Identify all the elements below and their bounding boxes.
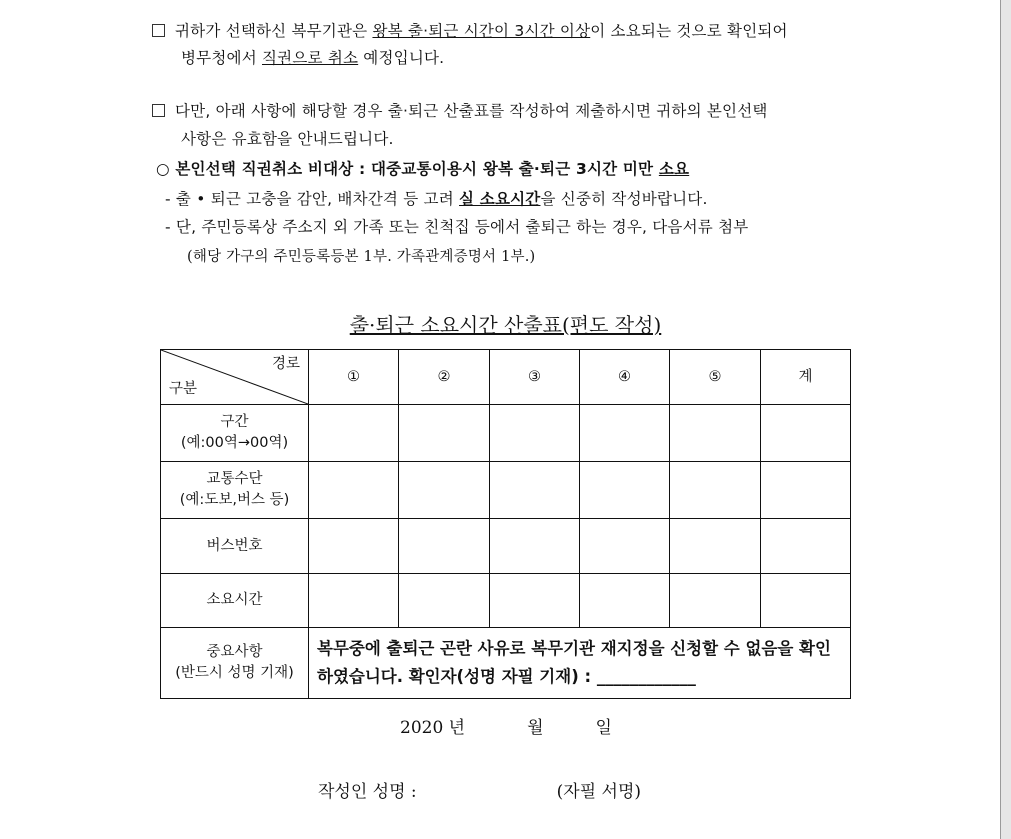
input-cell[interactable]	[761, 574, 851, 628]
day: 일	[595, 718, 612, 738]
text: - 출 • 퇴근 고충을 감안, 배차간격 등 고려	[165, 190, 460, 208]
table-row	[161, 519, 851, 574]
notice-paragraph-2-cont: 사항은 유효함을 안내드립니다.	[181, 130, 394, 148]
input-cell[interactable]	[670, 574, 761, 628]
input-cell[interactable]	[309, 519, 399, 574]
column-header: ⑤	[670, 350, 761, 405]
row-label	[161, 462, 309, 519]
text: 다만, 아래 사항에 해당할 경우 출·퇴근 산출표를 작성하여 제출하시면 귀하의 본인선택	[175, 102, 768, 120]
text: 귀하가 선택하신 복무기관은	[175, 22, 373, 40]
input-cell[interactable]	[309, 574, 399, 628]
text: 이 소요되는 것으로 확인되어	[590, 22, 788, 40]
underlined-text: 직권으로 취소	[262, 49, 359, 67]
notice-paragraph-1-cont	[181, 46, 444, 68]
row-label	[161, 628, 309, 699]
author-name-label: 작성인 성명 :	[318, 782, 417, 802]
notice-paragraph-1	[152, 19, 788, 41]
input-cell[interactable]	[490, 519, 580, 574]
input-cell[interactable]	[399, 405, 490, 462]
row-label: 버스번호	[161, 519, 309, 574]
input-cell[interactable]	[580, 462, 670, 519]
bullet-line	[156, 157, 689, 179]
row-label-sub: (예:도보,버스 등)	[179, 492, 290, 508]
diagonal-header-cell	[161, 350, 309, 405]
important-row	[161, 628, 851, 699]
text: ○ 본인선택 직권취소 비대상 : 대중교통이용시 왕복 출·퇴근 3시간 미만	[156, 160, 659, 178]
column-header: ③	[490, 350, 580, 405]
row-label-sub: (예:00역→00역)	[180, 435, 289, 451]
row-label-sub: (반드시 성명 기재)	[175, 665, 294, 681]
input-cell[interactable]	[399, 574, 490, 628]
input-cell[interactable]	[309, 462, 399, 519]
column-header: ④	[580, 350, 670, 405]
year: 2020 년	[400, 718, 466, 738]
text: 을 신중히 작성바랍니다.	[540, 190, 708, 208]
input-cell[interactable]	[490, 462, 580, 519]
column-header: ①	[309, 350, 399, 405]
input-cell[interactable]	[761, 519, 851, 574]
dash-line-1	[165, 187, 708, 209]
input-cell[interactable]	[670, 519, 761, 574]
signature-line	[318, 777, 641, 802]
row-label	[161, 405, 309, 462]
underlined-text: 소요	[658, 160, 690, 178]
input-cell[interactable]	[761, 462, 851, 519]
table-row	[161, 574, 851, 628]
input-cell[interactable]	[490, 405, 580, 462]
text: 예정입니다.	[358, 49, 445, 67]
signature-note: (자필 서명)	[556, 782, 642, 802]
input-cell[interactable]	[399, 462, 490, 519]
dash-line-3: (해당 가구의 주민등록등본 1부. 가족관계증명서 1부.)	[187, 249, 536, 265]
dash-line-2: - 단, 주민등록상 주소지 외 가족 또는 친척집 등에서 출퇴근 하는 경우, 다음서류 첨부	[165, 218, 749, 236]
input-cell[interactable]	[580, 574, 670, 628]
table-row	[161, 405, 851, 462]
column-header-total: 계	[761, 350, 851, 405]
route-label: 경로	[271, 356, 300, 372]
underlined-text: 왕복 출·퇴근 시간이 3시간 이상	[372, 22, 591, 40]
row-label-text: 교통수단	[206, 471, 263, 487]
table-row	[161, 462, 851, 519]
text: 병무청에서	[181, 49, 262, 67]
input-cell[interactable]	[490, 574, 580, 628]
row-label-text: 중요사항	[206, 644, 263, 660]
month: 월	[527, 718, 544, 738]
input-cell[interactable]	[670, 462, 761, 519]
checkbox-icon	[152, 24, 165, 37]
date-line	[400, 713, 612, 738]
input-cell[interactable]	[309, 405, 399, 462]
input-cell[interactable]	[399, 519, 490, 574]
notice-paragraph-2	[152, 99, 768, 121]
input-cell[interactable]	[670, 405, 761, 462]
table-header-row	[161, 350, 851, 405]
column-header: ②	[399, 350, 490, 405]
row-label-text: 구간	[220, 414, 249, 430]
checkbox-icon	[152, 104, 165, 117]
row-label: 소요시간	[161, 574, 309, 628]
input-cell[interactable]	[580, 405, 670, 462]
underlined-text: 실 소요시간	[459, 190, 541, 208]
form-title: 출·퇴근 소요시간 산출표(편도 작성)	[349, 313, 662, 337]
confirmation-statement[interactable]: 복무중에 출퇴근 곤란 사유로 복무기관 재지정을 신청할 수 없음을 확인하였습니다. 확인자(성명 자필 기재) : ____________	[309, 628, 851, 699]
input-cell[interactable]	[761, 405, 851, 462]
input-cell[interactable]	[580, 519, 670, 574]
commute-time-table	[160, 349, 851, 699]
category-label: 구분	[169, 381, 198, 397]
